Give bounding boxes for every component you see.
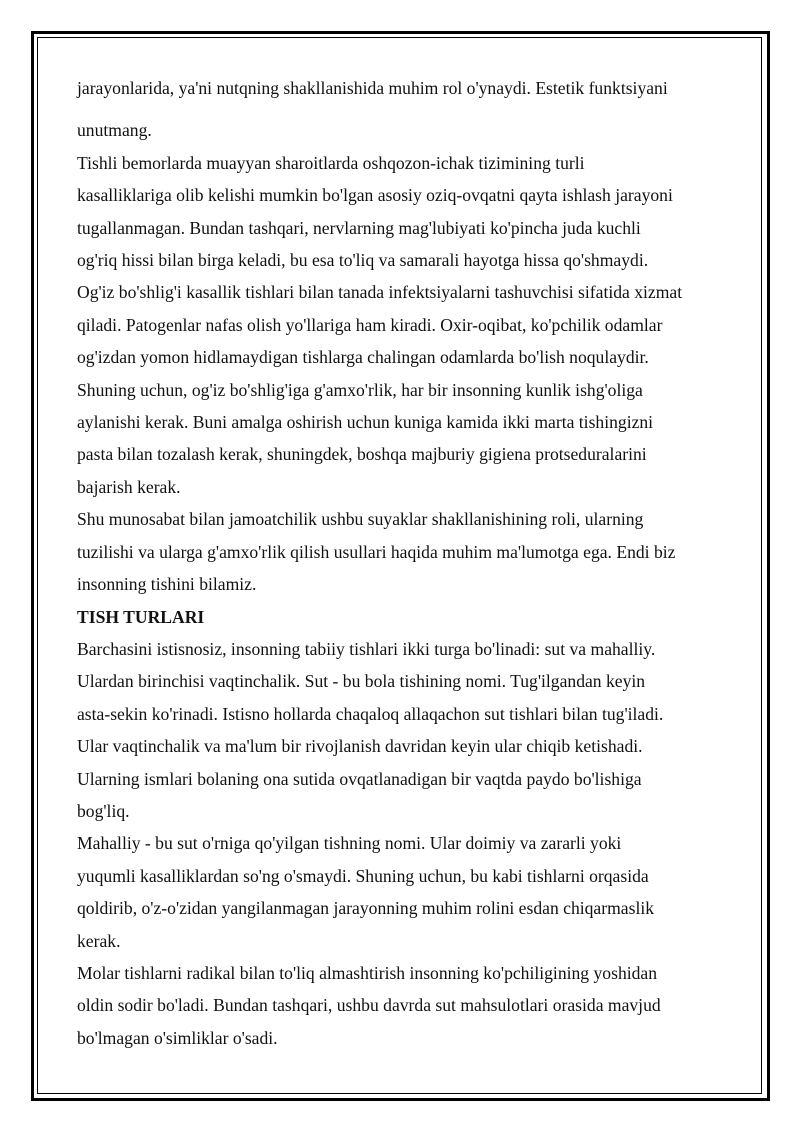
- paragraph: [77, 827, 727, 957]
- paragraph: [77, 503, 727, 600]
- paragraph: [77, 147, 727, 503]
- text-line: qiladi. Patogenlar nafas olish yo'llariga ham kiradi. Oxir-oqibat, ko'pchilik odamlar: [77, 314, 663, 335]
- text-line: Ulardan birinchisi vaqtinchalik. Sut - bu bola tishining nomi. Tug'ilgandan keyin: [77, 671, 646, 692]
- text-line: pasta bilan tozalash kerak, shuningdek, boshqa majburiy gigiena protseduralarini: [77, 444, 647, 465]
- text-line: insonning tishini bilamiz.: [77, 574, 257, 595]
- continuation-line: jarayonlarida, ya'ni nutqning shakllanishida muhim rol o'ynaydi. Estetik funktsiyani: [77, 78, 668, 98]
- text-line: Barchasini istisnosiz, insonning tabiiy tishlari ikki turga bo'linadi: sut va mahalliy.: [77, 638, 656, 659]
- text-line: asta-sekin ko'rinadi. Istisno hollarda chaqaloq allaqachon sut tishlari bilan tug'iladi.: [77, 703, 664, 724]
- text-line: Ular vaqtinchalik va ma'lum bir rivojlanish davridan keyin ular chiqib ketishadi.: [77, 736, 643, 757]
- paragraph: [77, 633, 727, 827]
- text-line: Tishli bemorlarda muayyan sharoitlarda oshqozon-ichak tizimining turli: [77, 152, 585, 173]
- text-line: kasalliklariga olib kelishi mumkin bo'lgan asosiy oziq-ovqatni qayta ishlash jarayoni: [77, 185, 673, 206]
- text-line: Shu munosabat bilan jamoatchilik ushbu suyaklar shakllanishining roli, ularning: [77, 509, 644, 530]
- text-line: Mahalliy - bu sut o'rniga qo'yilgan tishning nomi. Ular doimiy va zararli yoki: [77, 833, 622, 854]
- paragraph: [77, 957, 727, 1054]
- paragraphs-before-heading: [77, 114, 727, 600]
- text-line: bog'liq.: [77, 800, 130, 821]
- paragraphs-after-heading: [77, 633, 727, 1054]
- text-line: og'riq hissi bilan birga keladi, bu esa to'liq va samarali hayotga hissa qo'shmaydi.: [77, 250, 649, 271]
- text-line: Shuning uchun, og'iz bo'shlig'iga g'amxo'rlik, har bir insonning kunlik ishg'oliga: [77, 379, 643, 400]
- text-line: bajarish kerak.: [77, 476, 181, 497]
- paragraph: [77, 114, 727, 146]
- text-line: qoldirib, o'z-o'zidan yangilanmagan jarayonning muhim rolini esdan chiqarmaslik: [77, 898, 655, 919]
- text-line: tugallanmagan. Bundan tashqari, nervlarning mag'lubiyati ko'pincha juda kuchli: [77, 217, 641, 238]
- text-line: kerak.: [77, 930, 121, 951]
- text-line: Ularning ismlari bolaning ona sutida ovqatlanadigan bir vaqtda paydo bo'lishiga: [77, 768, 642, 789]
- text-line: yuqumli kasalliklardan so'ng o'smaydi. Shuning uchun, bu kabi tishlarni orqasida: [77, 865, 649, 886]
- text-line: tuzilishi va ularga g'amxo'rlik qilish usullari haqida muhim ma'lumotga ega. Endi biz: [77, 541, 676, 562]
- section-heading: TISH TURLARI: [77, 606, 205, 627]
- text-line: Og'iz bo'shlig'i kasallik tishlari bilan tanada infektsiyalarni tashuvchisi sifatida xizmat: [77, 282, 683, 303]
- text-line: unutmang.: [77, 120, 152, 141]
- text-line: oldin sodir bo'ladi. Bundan tashqari, ushbu davrda sut mahsulotlari orasida mavjud: [77, 995, 661, 1016]
- text-line: og'izdan yomon hidlamaydigan tishlarga chalingan odamlarda bo'lish noqulaydir.: [77, 347, 649, 368]
- text-line: bo'lmagan o'simliklar o'sadi.: [77, 1027, 278, 1048]
- text-line: aylanishi kerak. Buni amalga oshirish uchun kuniga kamida ikki marta tishingizni: [77, 412, 654, 433]
- document-body: [77, 72, 727, 1054]
- text-line: Molar tishlarni radikal bilan to'liq almashtirish insonning ko'pchiligining yoshidan: [77, 962, 658, 983]
